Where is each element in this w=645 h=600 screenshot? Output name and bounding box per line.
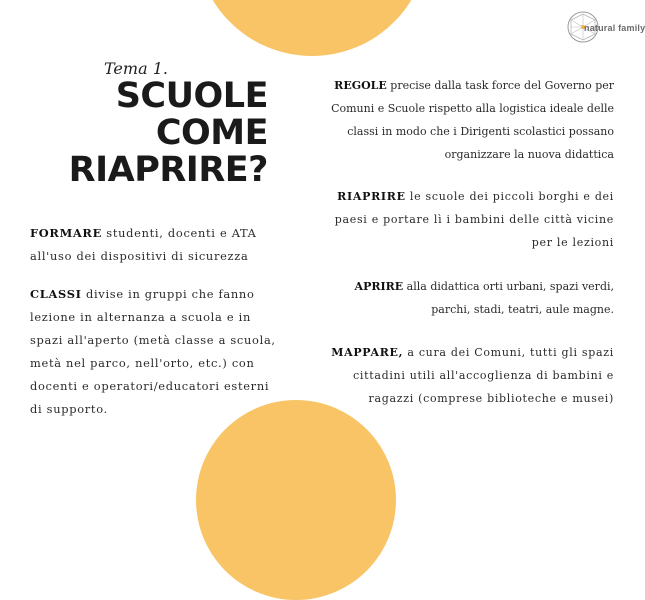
title-line: RIAPRIRE? <box>68 150 268 190</box>
paragraph-riaprire <box>314 185 614 254</box>
paragraph-text: studenti, docenti e ATA all'uso dei dispositivi di sicurezza <box>30 226 257 263</box>
brand-name: natural family <box>584 23 645 33</box>
paragraph-text: precise dalla task force del Governo per Comuni e Scuole rispetto alla logistica ideale delle classi in modo che i Dirigenti scolastici possano organizzare la nuova didattica <box>331 79 614 161</box>
decorative-circle-bottom <box>196 400 396 600</box>
theme-label: Tema 1. <box>104 59 168 78</box>
brand-logo <box>566 10 645 46</box>
title-line: COME <box>155 113 268 153</box>
decorative-circle-top <box>196 0 428 56</box>
paragraph-mappare <box>314 341 614 410</box>
paragraph-formare <box>30 222 280 268</box>
keyword: REGOLE <box>334 79 387 92</box>
title-line: SCUOLE <box>115 76 268 116</box>
paragraph-text: alla didattica orti urbani, spazi verdi, parchi, stadi, teatri, aule magne. <box>403 280 614 316</box>
paragraph-aprire <box>314 275 614 321</box>
keyword: FORMARE <box>30 226 102 240</box>
page-title <box>69 78 268 189</box>
keyword: APRIRE <box>354 280 404 293</box>
paragraph-text: a cura dei Comuni, tutti gli spazi cittadini utili all'accoglienza di bambini e ragazzi (comprese biblioteche e musei) <box>353 346 614 405</box>
keyword: MAPPARE, <box>331 346 404 359</box>
paragraph-text: le scuole dei piccoli borghi e dei paesi e portare lì i bambini delle città vicine per le lezioni <box>334 190 614 249</box>
paragraph-text: divise in gruppi che fanno lezione in alternanza a scuola e in spazi all'aperto (metà classe a scuola, metà nel parco, nell'orto, etc.) con docenti e operatori/educatori esterni di supporto. <box>30 287 276 416</box>
keyword: RIAPRIRE <box>337 190 406 203</box>
keyword: CLASSI <box>30 287 82 301</box>
paragraph-regole <box>314 74 614 166</box>
paragraph-classi <box>30 283 280 421</box>
